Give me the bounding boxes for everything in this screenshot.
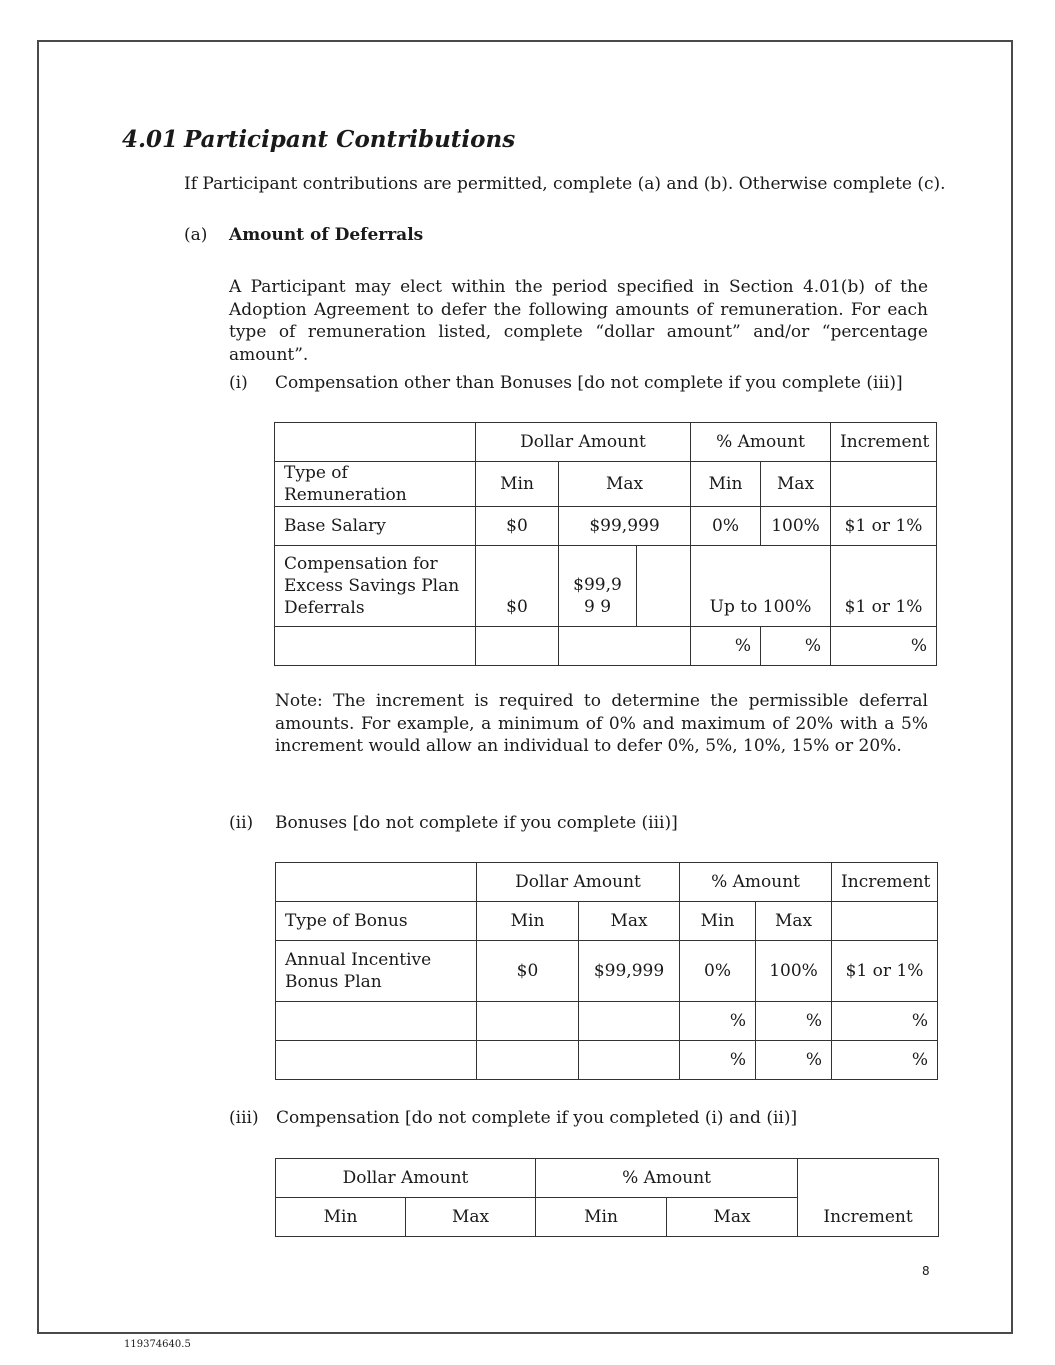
row-dollar-min bbox=[476, 627, 559, 666]
table-cell bbox=[831, 462, 937, 507]
header-percent-amount: % Amount bbox=[536, 1159, 798, 1198]
table-cell bbox=[637, 546, 691, 627]
document-id: 119374640.5 bbox=[124, 1339, 191, 1350]
row-type bbox=[275, 627, 476, 666]
item-ii-text: Bonuses [do not complete if you complete (iii)] bbox=[275, 813, 678, 833]
item-ii-label: (ii) bbox=[229, 813, 254, 833]
row-dollar-min: $0 bbox=[477, 941, 579, 1002]
row-pct-max: 100% bbox=[756, 941, 832, 1002]
header-increment: Increment bbox=[798, 1159, 939, 1237]
header-increment: Increment bbox=[831, 423, 937, 462]
table-cell bbox=[832, 902, 938, 941]
header-dollar-min: Min bbox=[477, 902, 579, 941]
row-dollar-max: $99,999 bbox=[559, 507, 691, 546]
row-dollar-max: $99,999 bbox=[579, 941, 680, 1002]
row-increment: $1 or 1% bbox=[832, 941, 938, 1002]
header-dollar-max: Max bbox=[559, 462, 691, 507]
row-pct-combined: Up to 100% bbox=[691, 546, 831, 627]
header-pct-min: Min bbox=[691, 462, 761, 507]
section-heading bbox=[122, 126, 515, 153]
header-dollar-min: Min bbox=[476, 462, 559, 507]
row-pct-max: % bbox=[756, 1002, 832, 1041]
section-number: 4.01 bbox=[122, 126, 179, 153]
header-dollar-amount: Dollar Amount bbox=[276, 1159, 536, 1198]
table-bonuses bbox=[275, 862, 938, 1080]
table-row bbox=[275, 462, 937, 507]
row-pct-max: % bbox=[756, 1041, 832, 1080]
row-dollar-max bbox=[579, 1002, 680, 1041]
header-dollar-amount: Dollar Amount bbox=[477, 863, 680, 902]
row-pct-min: 0% bbox=[680, 941, 756, 1002]
table-cell bbox=[276, 863, 477, 902]
row-increment: $1 or 1% bbox=[831, 546, 937, 627]
header-type-of-bonus: Type of Bonus bbox=[276, 902, 477, 941]
row-dollar-max bbox=[559, 627, 691, 666]
sub-a-label: (a) bbox=[184, 225, 208, 245]
table-row bbox=[276, 902, 938, 941]
header-percent-amount: % Amount bbox=[680, 863, 832, 902]
item-i-heading bbox=[229, 372, 903, 395]
row-dollar-min: $0 bbox=[476, 507, 559, 546]
item-ii-heading bbox=[229, 812, 678, 835]
header-dollar-max: Max bbox=[579, 902, 680, 941]
row-pct-min: % bbox=[680, 1041, 756, 1080]
row-dollar-max bbox=[579, 1041, 680, 1080]
header-pct-max: Max bbox=[756, 902, 832, 941]
table-row bbox=[276, 863, 938, 902]
row-increment: % bbox=[832, 1041, 938, 1080]
row-increment: % bbox=[831, 627, 937, 666]
page-number: 8 bbox=[922, 1264, 930, 1278]
table-row bbox=[275, 627, 937, 666]
table-row bbox=[276, 941, 938, 1002]
header-pct-min: Min bbox=[536, 1198, 667, 1237]
row-dollar-max: $99,99 9 bbox=[559, 546, 637, 627]
header-increment: Increment bbox=[832, 863, 938, 902]
row-dollar-min bbox=[477, 1041, 579, 1080]
row-pct-min: % bbox=[691, 627, 761, 666]
table-row bbox=[276, 1041, 938, 1080]
row-pct-min: 0% bbox=[691, 507, 761, 546]
table-cell bbox=[275, 423, 476, 462]
row-increment: $1 or 1% bbox=[831, 507, 937, 546]
table-row bbox=[276, 1002, 938, 1041]
header-dollar-amount: Dollar Amount bbox=[476, 423, 691, 462]
header-type-of-remuneration: Type of Remuneration bbox=[275, 462, 476, 507]
row-type: Base Salary bbox=[275, 507, 476, 546]
sub-a-title: Amount of Deferrals bbox=[229, 225, 424, 245]
section-title: Participant Contributions bbox=[184, 126, 516, 153]
row-type bbox=[276, 1041, 477, 1080]
row-pct-max: 100% bbox=[761, 507, 831, 546]
header-pct-max: Max bbox=[667, 1198, 798, 1237]
note-text: Note: The increment is required to determine the permissible deferral amounts. For example, a minimum of 0% and maximum of 20% with a 5% increment would allow an individual to defer 0%, 5%, 10%, 15% or 20%. bbox=[275, 691, 928, 756]
table-row bbox=[275, 507, 937, 546]
table-row bbox=[275, 423, 937, 462]
row-dollar-min: $0 bbox=[476, 546, 559, 627]
item-i-text: Compensation other than Bonuses [do not complete if you complete (iii)] bbox=[275, 373, 903, 393]
row-type: Annual Incentive Bonus Plan bbox=[276, 941, 477, 1002]
header-pct-min: Min bbox=[680, 902, 756, 941]
row-dollar-min bbox=[477, 1002, 579, 1041]
sub-a-paragraph: A Participant may elect within the period specified in Section 4.01(b) of the Adoption Agreement to defer the following amounts of remuneration. For each type of remuneration listed, complete “dollar amount” and/or “percentage amount”. bbox=[229, 277, 928, 365]
item-iii-text: Compensation [do not complete if you completed (i) and (ii)] bbox=[276, 1108, 798, 1128]
header-dollar-max: Max bbox=[406, 1198, 536, 1237]
table-row bbox=[276, 1159, 939, 1198]
row-type: Compensation for Excess Savings Plan Deferrals bbox=[275, 546, 476, 627]
sub-a-heading bbox=[184, 224, 423, 247]
row-pct-min: % bbox=[680, 1002, 756, 1041]
table-compensation bbox=[275, 1158, 939, 1237]
row-increment: % bbox=[832, 1002, 938, 1041]
item-iii-heading bbox=[229, 1107, 797, 1130]
table-row bbox=[275, 546, 937, 627]
item-iii-label: (iii) bbox=[229, 1108, 259, 1128]
row-pct-max: % bbox=[761, 627, 831, 666]
item-i-label: (i) bbox=[229, 373, 248, 393]
row-type bbox=[276, 1002, 477, 1041]
header-pct-max: Max bbox=[761, 462, 831, 507]
header-dollar-min: Min bbox=[276, 1198, 406, 1237]
header-percent-amount: % Amount bbox=[691, 423, 831, 462]
intro-text: If Participant contributions are permitted, complete (a) and (b). Otherwise complete (c). bbox=[184, 174, 946, 194]
table-compensation-other-than-bonuses bbox=[274, 422, 937, 666]
